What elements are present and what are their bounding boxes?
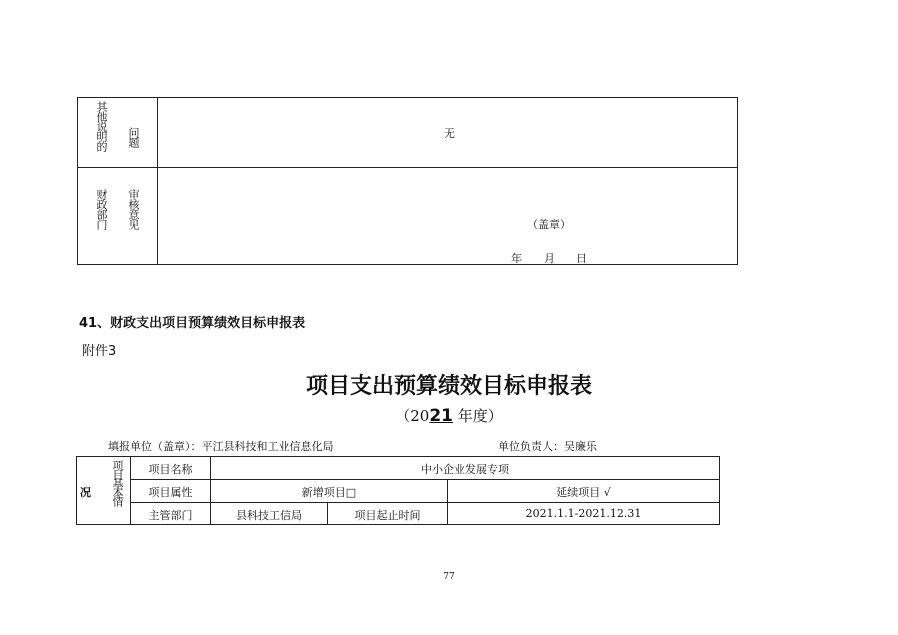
project-info-table <box>76 456 720 525</box>
date-year: 年 <box>511 252 522 265</box>
date-month: 月 <box>544 252 555 265</box>
group-label: 项目基本情 <box>111 460 124 505</box>
period-label: 项目起止时间 <box>354 509 421 522</box>
year-suffix: 年度） <box>452 407 503 425</box>
table-line <box>76 456 720 457</box>
dept-label: 主管部门 <box>148 509 193 522</box>
review-opinion-label: 审核意见 <box>127 189 140 229</box>
other-notes-label: 其他说明的 <box>95 101 108 151</box>
seal-text: （盖章） <box>527 218 571 231</box>
unit-responsible: 单位负责人：吴廉乐 <box>498 440 597 453</box>
project-attr-label: 项目属性 <box>148 486 193 499</box>
section-heading: 41、财政支出项目预算绩效目标申报表 <box>79 316 306 331</box>
date-day: 日 <box>576 252 587 265</box>
finance-dept-label: 财政部门 <box>95 189 108 229</box>
table-line <box>719 456 720 525</box>
table-line <box>130 502 720 503</box>
review-table <box>77 97 738 265</box>
page-title: 项目支出预算绩效目标申报表 <box>305 374 592 399</box>
new-project-option: 新增项目□ <box>301 486 357 499</box>
table-line <box>76 456 77 525</box>
other-notes-value: 无 <box>444 127 455 140</box>
page-number: 77 <box>443 572 455 582</box>
project-name-value: 中小企业发展专项 <box>421 463 509 476</box>
attachment-label: 附件3 <box>82 344 117 359</box>
side-label: 况 <box>80 486 91 499</box>
finance-review-row <box>78 168 737 265</box>
other-notes-label-cell <box>78 98 158 167</box>
other-notes-row <box>78 98 737 168</box>
table-line <box>130 479 720 480</box>
year-number: 21 <box>429 406 453 426</box>
project-name-label: 项目名称 <box>148 463 193 476</box>
dept-value: 县科技工信局 <box>236 509 302 522</box>
issue-label: 问题 <box>127 127 140 147</box>
fill-unit: 填报单位（盖章）：平江县科技和工业信息化局 <box>108 440 334 453</box>
period-value: 2021.1.1-2021.12.31 <box>525 507 642 520</box>
continuing-project-option: 延续项目 √ <box>556 486 611 499</box>
year-prefix: （20 <box>395 407 430 425</box>
year-line <box>0 405 898 426</box>
finance-dept-label-cell <box>78 168 158 265</box>
table-line <box>76 524 720 525</box>
